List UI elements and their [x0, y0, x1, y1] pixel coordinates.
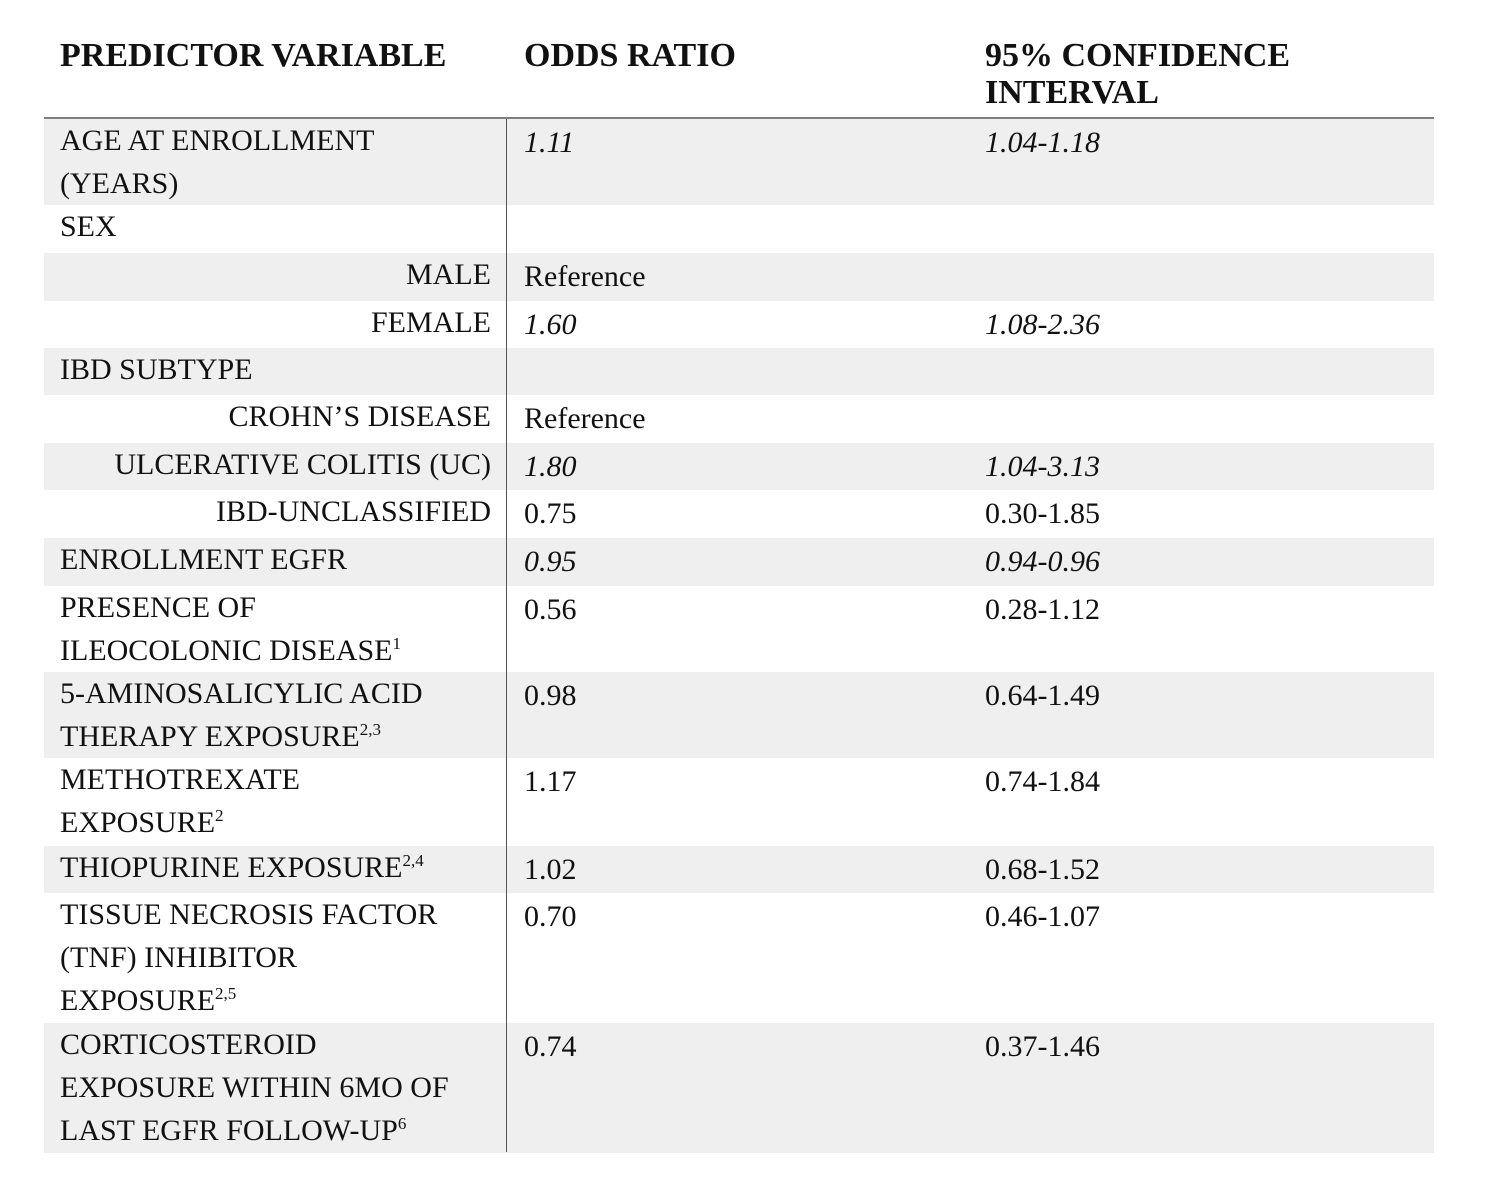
- table-row: [44, 301, 1434, 348]
- footnote-marker: 2,5: [215, 984, 237, 1003]
- row-label: ENROLLMENT EGFR: [60, 543, 347, 576]
- row-label: METHOTREXATE EXPOSURE$^2$: [60, 763, 300, 839]
- header-predictor-variable: PREDICTOR VARIABLE: [60, 37, 447, 74]
- row-confidence-interval: 0.30-1.85: [985, 497, 1100, 530]
- row-confidence-interval: 0.74-1.84: [985, 765, 1100, 798]
- footnote-marker: 6: [397, 1114, 407, 1133]
- footnote-marker: 2,3: [359, 720, 382, 739]
- row-odds-ratio: 0.75: [524, 497, 577, 530]
- row-label: CROHN’S DISEASE: [228, 400, 491, 433]
- row-label: TISSUE NECROSIS FACTOR (TNF) INHIBITOR EXPOSURE$^{2,5}$: [60, 898, 438, 1017]
- row-odds-ratio: 1.17: [524, 765, 577, 798]
- row-odds-ratio: 0.95: [524, 545, 577, 578]
- table-row: [44, 253, 1434, 301]
- row-label: SEX: [60, 210, 117, 243]
- row-label: 5-AMINOSALICYLIC ACID THERAPY EXPOSURE$^{2,3}$: [60, 677, 423, 753]
- table-row: [44, 443, 1434, 490]
- row-confidence-interval: 0.28-1.12: [985, 593, 1100, 626]
- row-odds-ratio: 0.98: [524, 679, 577, 712]
- row-label: IBD-UNCLASSIFIED: [215, 495, 491, 528]
- row-confidence-interval: 0.64-1.49: [985, 679, 1100, 712]
- row-odds-ratio: Reference: [524, 402, 646, 435]
- table-header: [44, 37, 1434, 117]
- row-odds-ratio: 1.80: [524, 450, 577, 483]
- column-divider: [506, 119, 507, 1152]
- row-odds-ratio: Reference: [524, 260, 646, 293]
- footnote-marker: 1: [392, 634, 401, 653]
- footnote-marker: 2: [215, 806, 224, 825]
- table-row: [44, 672, 1434, 758]
- row-confidence-interval: 0.46-1.07: [985, 900, 1100, 933]
- row-label: MALE: [406, 258, 491, 291]
- row-label: ULCERATIVE COLITIS (UC): [114, 448, 491, 481]
- table-row: [44, 1023, 1434, 1153]
- table-row: [44, 758, 1434, 846]
- row-confidence-interval: 1.04-1.18: [985, 126, 1100, 159]
- table-row: [44, 586, 1434, 672]
- row-odds-ratio: 0.74: [524, 1030, 577, 1063]
- table-row: [44, 490, 1434, 538]
- row-odds-ratio: 1.60: [524, 308, 577, 341]
- row-confidence-interval: 1.08-2.36: [985, 308, 1100, 341]
- row-label: PRESENCE OF ILEOCOLONIC DISEASE$^1$: [60, 591, 401, 667]
- row-odds-ratio: 1.11: [524, 126, 575, 159]
- row-odds-ratio: 1.02: [524, 853, 577, 886]
- table-row: [44, 395, 1434, 443]
- odds-ratio-table: [44, 119, 1434, 1153]
- row-confidence-interval: 0.94-0.96: [985, 545, 1100, 578]
- row-confidence-interval: 0.68-1.52: [985, 853, 1100, 886]
- table-row: [44, 893, 1434, 1023]
- row-label: AGE AT ENROLLMENT (YEARS): [60, 124, 375, 200]
- table-row: [44, 538, 1434, 586]
- table-row: [44, 205, 1434, 253]
- footnote-marker: 2,4: [402, 851, 424, 870]
- table-row: [44, 846, 1434, 893]
- row-label: CORTICOSTEROID EXPOSURE WITHIN 6MO OF LAST EGFR FOLLOW-$UP^6$: [60, 1028, 449, 1147]
- row-label: THIOPURINE EXPOSURE$^{2,4}$: [60, 851, 424, 884]
- row-confidence-interval: 1.04-3.13: [985, 450, 1100, 483]
- header-confidence-interval: 95% CONFIDENCE INTERVAL: [985, 37, 1291, 111]
- table-row: [44, 348, 1434, 395]
- header-odds-ratio: ODDS RATIO: [524, 37, 736, 74]
- row-confidence-interval: 0.37-1.46: [985, 1030, 1100, 1063]
- row-label: IBD SUBTYPE: [60, 353, 253, 386]
- row-odds-ratio: 0.56: [524, 593, 577, 626]
- row-odds-ratio: 0.70: [524, 900, 577, 933]
- table-row: [44, 119, 1434, 205]
- row-label: FEMALE: [371, 306, 491, 339]
